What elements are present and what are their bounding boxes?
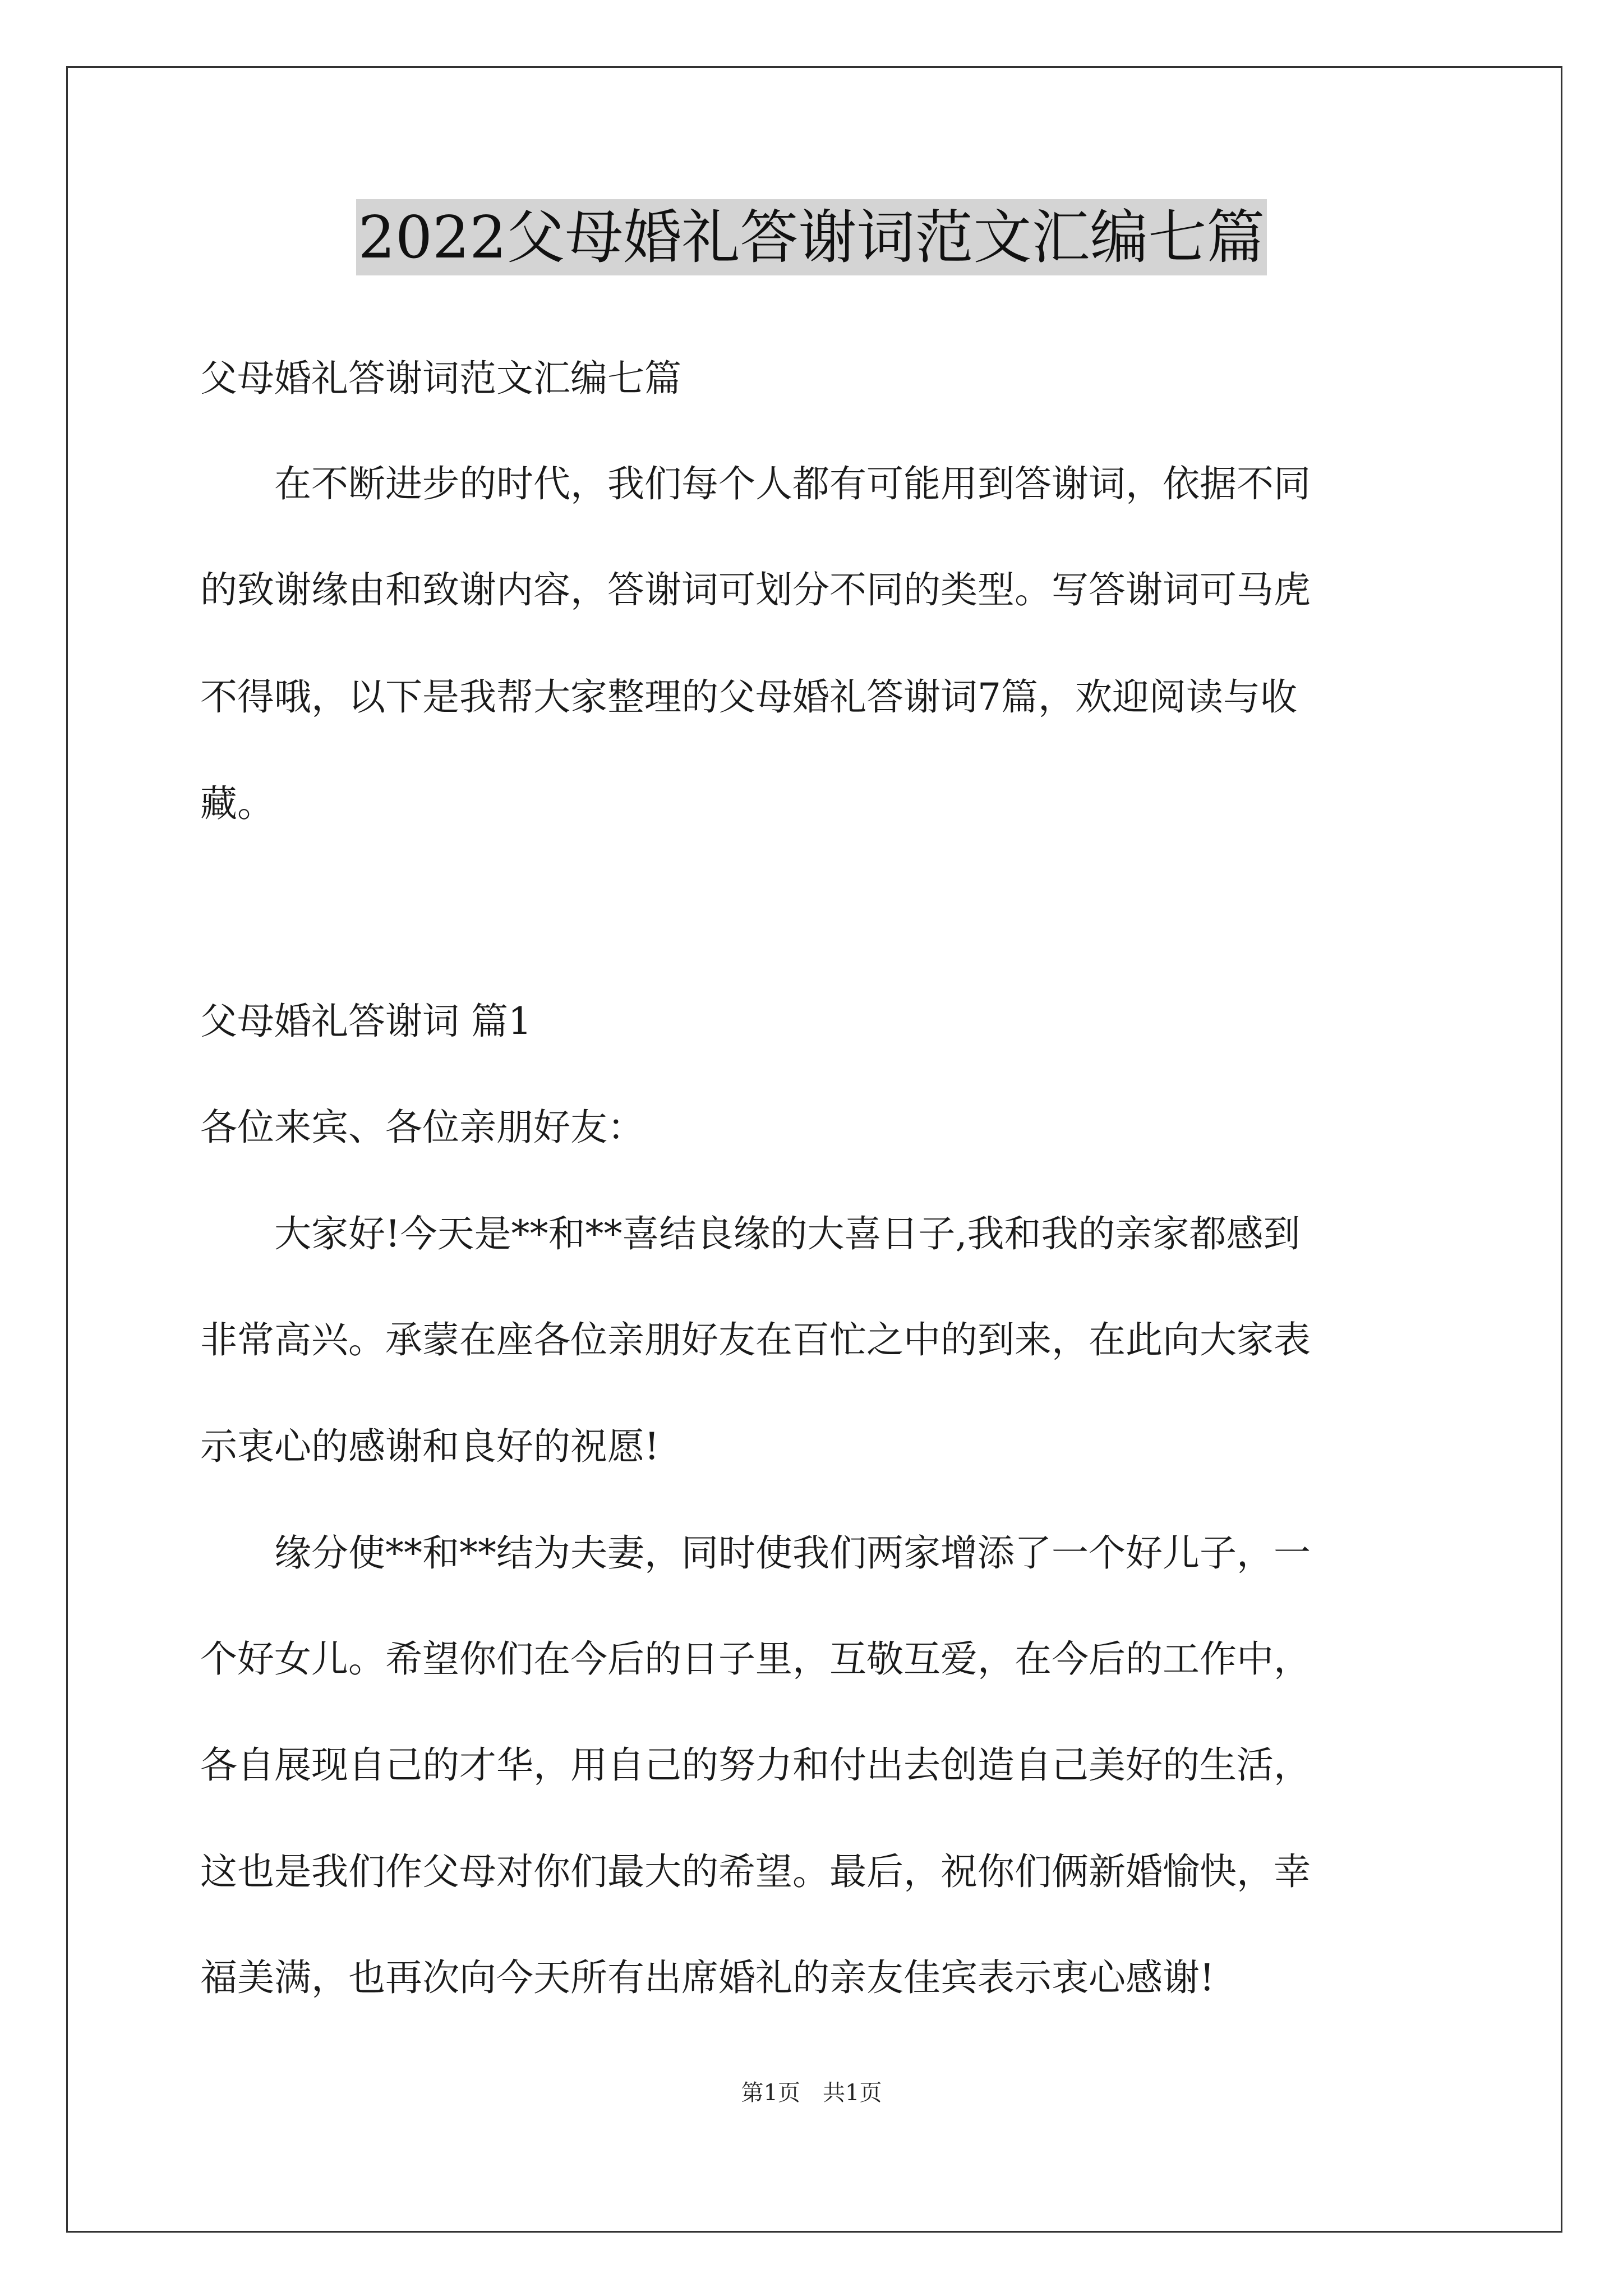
document-title: 2022父母婚礼答谢词范文汇编七篇 bbox=[356, 199, 1267, 275]
document-subtitle: 父母婚礼答谢词范文汇编七篇 bbox=[200, 357, 681, 400]
section-heading: 父母婚礼答谢词 篇1 bbox=[200, 1000, 532, 1043]
paragraph1-line-3: 示衷心的感谢和良好的祝愿! bbox=[200, 1425, 660, 1468]
page-number-footer: 第1页 共1页 bbox=[741, 2080, 882, 2106]
salutation: 各位来宾、各位亲朋好友： bbox=[200, 1106, 644, 1149]
paragraph1-line-1: 大家好!今天是**和**喜结良缘的大喜日子,我和我的亲家都感到 bbox=[200, 1212, 1301, 1255]
paragraph2-line-4: 这也是我们作父母对你们最大的希望。最后，祝你们俩新婚愉快，幸 bbox=[200, 1850, 1311, 1893]
paragraph2-line-5: 福美满，也再次向今天所有出席婚礼的亲友佳宾表示衷心感谢! bbox=[200, 1956, 1215, 1999]
paragraph2-line-2: 个好女儿。希望你们在今后的日子里，互敬互爱，在今后的工作中， bbox=[200, 1637, 1311, 1681]
intro-line-4: 藏。 bbox=[200, 782, 274, 825]
paragraph1-line-2: 非常高兴。承蒙在座各位亲朋好友在百忙之中的到来，在此向大家表 bbox=[200, 1318, 1311, 1361]
intro-line-3: 不得哦，以下是我帮大家整理的父母婚礼答谢词7篇，欢迎阅读与收 bbox=[200, 675, 1297, 719]
intro-line-1: 在不断进步的时代，我们每个人都有可能用到答谢词，依据不同 bbox=[200, 462, 1311, 505]
title-container bbox=[0, 199, 1623, 275]
paragraph2-line-3: 各自展现自己的才华，用自己的努力和付出去创造自己美好的生活， bbox=[200, 1743, 1311, 1787]
paragraph2-line-1: 缘分使**和**结为夫妻，同时使我们两家增添了一个好儿子，一 bbox=[200, 1531, 1311, 1575]
intro-line-2: 的致谢缘由和致谢内容，答谢词可划分不同的类型。写答谢词可马虎 bbox=[200, 568, 1311, 611]
